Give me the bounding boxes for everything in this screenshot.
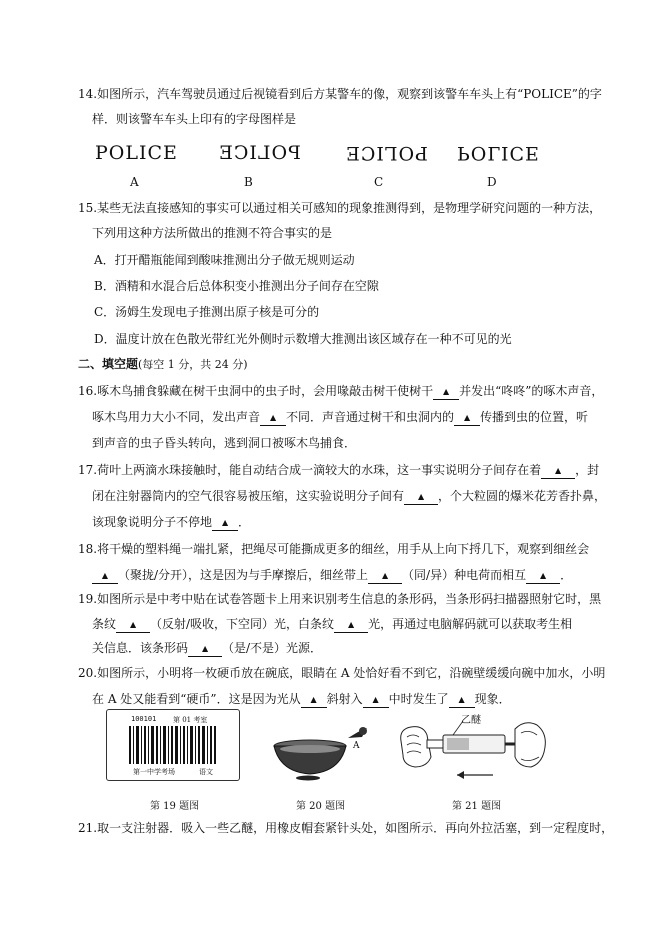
figure-20-bowl (270, 712, 380, 782)
q17-line1 (78, 462, 599, 480)
q14-line1: 14.如图所示，汽车驾驶员通过后视镜看到后方某警车的像，观察到该警车车头上有“POLICE”的字 (78, 87, 602, 101)
q16-text-d: 不同．声音通过树干和虫洞内的 (286, 410, 455, 424)
q19-line3 (92, 640, 322, 658)
q18-blank-2 (368, 567, 402, 585)
q19-line2 (92, 616, 572, 634)
q14-image-a: POLICE (95, 142, 178, 164)
q15-option-b: B．酒精和水混合后总体积变小推测出分子间存在空隙 (94, 279, 379, 293)
figure-20-point-a: A (353, 741, 360, 751)
q17-blank-1 (541, 462, 575, 480)
q20-blank-1 (301, 691, 327, 709)
barcode-school: 第一中学考场 (133, 768, 175, 776)
q21-line1: 21.取一支注射器．吸入一些乙醚，用橡皮帽套紧针头处，如图所示．再向外拉活塞，到一定程度时， (78, 821, 614, 835)
q19-blank-3 (188, 640, 222, 658)
section2-heading (78, 356, 248, 373)
q20-text-b: 在 A 处又能看到“硬币”．这是因为光从 (92, 692, 301, 706)
barcode-room: 第 01 考室 (173, 716, 208, 724)
figure-19-caption: 第 19 题图 (150, 801, 200, 812)
q14-label-d: D (487, 175, 497, 189)
q15-line1: 15.某些无法直接感知的事实可以通过相关可感知的现象推测得到，是物理学研究问题的一种方法， (78, 201, 602, 215)
q16-line3: 到声音的虫子昏头转向，逃到洞口被啄木鸟捕食． (92, 436, 357, 450)
q20-line1: 20.如图所示，小明将一枚硬币放在碗底，眼睛在 A 处恰好看不到它，沿碗壁缓缓向碗中加水，小明 (78, 666, 606, 680)
q16-blank-2 (260, 409, 286, 427)
q18-line1: 18.将干燥的塑料绳一端扎紧，把绳尽可能撕成更多的细丝，用手从上向下捋几下，观察到细丝会 (78, 542, 590, 556)
q19-text-e: 关信息．该条形码 (92, 641, 189, 655)
section2-title: 二、填空题 (78, 357, 139, 371)
q17-line2 (92, 488, 606, 506)
q20-line2 (92, 691, 511, 709)
q16-text-e: 传播到虫的位置，听 (480, 410, 589, 424)
q17-blank-2 (404, 488, 438, 506)
barcode-number: 100101 (131, 715, 157, 723)
q19-blank-1 (116, 616, 150, 634)
q16-text-b: 并发出“咚咚”的啄木声音， (459, 384, 604, 398)
q15-option-c: C．汤姆生发现电子推测出原子核是可分的 (94, 305, 320, 319)
q19-text-f: （是/不是）光源． (222, 641, 323, 655)
figure-19-barcode (106, 709, 240, 781)
q19-text-c: （反射/吸收，下空同）光，白条纹 (150, 617, 335, 631)
q18-blank-3 (526, 567, 560, 585)
q17-text-d: ，个大粒圆的爆米花芳香扑鼻， (438, 489, 607, 503)
figure-21-caption: 第 21 题图 (452, 801, 502, 812)
q17-text-b: ，封 (575, 463, 600, 477)
q19-text-d: 光，再通过电脑解码就可以获取考生相 (368, 617, 573, 631)
q17-text-e: 该现象说明分子不停地 (92, 515, 213, 529)
q16-text-c: 啄木鸟用力大小不同，发出声音 (92, 410, 261, 424)
q20-blank-3 (449, 691, 475, 709)
q17-text-f: ． (238, 515, 251, 529)
q18-text-c: （同/异）种电荷而相互 (402, 568, 527, 582)
q19-blank-2 (334, 616, 368, 634)
q17-text-c: 闭在注射器筒内的空气很容易被压缩，这实验说明分子间有 (92, 489, 405, 503)
q18-text-d: ． (560, 568, 573, 582)
barcode-subject: 语文 (199, 768, 213, 776)
q19-line1: 19.如图所示是中考中贴在试卷答题卡上用来识别考生信息的条形码，当条形码扫描器照射它时，黑 (78, 592, 602, 606)
q14-image-b: POLICE (218, 142, 301, 164)
q18-blank-1 (92, 567, 118, 585)
q18-line2 (92, 567, 572, 585)
figure-20-caption: 第 20 题图 (296, 801, 346, 812)
q15-option-a: A．打开醋瓶能闻到酸味推测出分子做无规则运动 (94, 253, 355, 267)
q20-text-c: 斜射入 (326, 692, 363, 706)
q16-line2 (92, 409, 588, 427)
q17-blank-3 (212, 514, 238, 532)
q17-text-a: 17.荷叶上两滴水珠接触时，能自动结合成一滴较大的水珠，这一事实说明分子间存在着 (78, 463, 542, 477)
q14-line2: 样．则该警车车头上印有的字母图样是 (92, 112, 297, 126)
q14-label-b: B (244, 175, 253, 189)
q20-text-e: 现象． (474, 692, 511, 706)
q15-line2: 下列用这种方法所做出的推测不符合事实的是 (92, 226, 333, 240)
q18-text-b: （聚拢/分开），这是因为与手摩擦后，细丝带上 (118, 568, 369, 582)
q14-image-c: POLICE (345, 142, 428, 164)
q14-image-d: POLICE (457, 142, 540, 164)
q16-blank-3 (454, 409, 480, 427)
barcode-bars (129, 726, 217, 764)
q14-label-a: A (130, 175, 139, 189)
q16-blank-1 (433, 383, 459, 401)
section2-note: (每空 1 分，共 24 分) (138, 358, 248, 371)
figure-21-ether-label: 乙醚 (461, 715, 481, 726)
q20-text-d: 中时发生了 (388, 692, 449, 706)
q19-text-b: 条纹 (92, 617, 117, 631)
q15-option-d: D．温度计放在色散光带红光外侧时示数增大推测出该区域存在一种不可见的光 (94, 332, 512, 346)
q16-line1 (78, 383, 603, 401)
q16-text-a: 16.啄木鸟捕食躲藏在树干虫洞中的虫子时，会用喙敲击树干使树干 (78, 384, 434, 398)
q20-blank-2 (363, 691, 389, 709)
q17-line3 (92, 514, 250, 532)
q14-label-c: C (374, 175, 384, 189)
